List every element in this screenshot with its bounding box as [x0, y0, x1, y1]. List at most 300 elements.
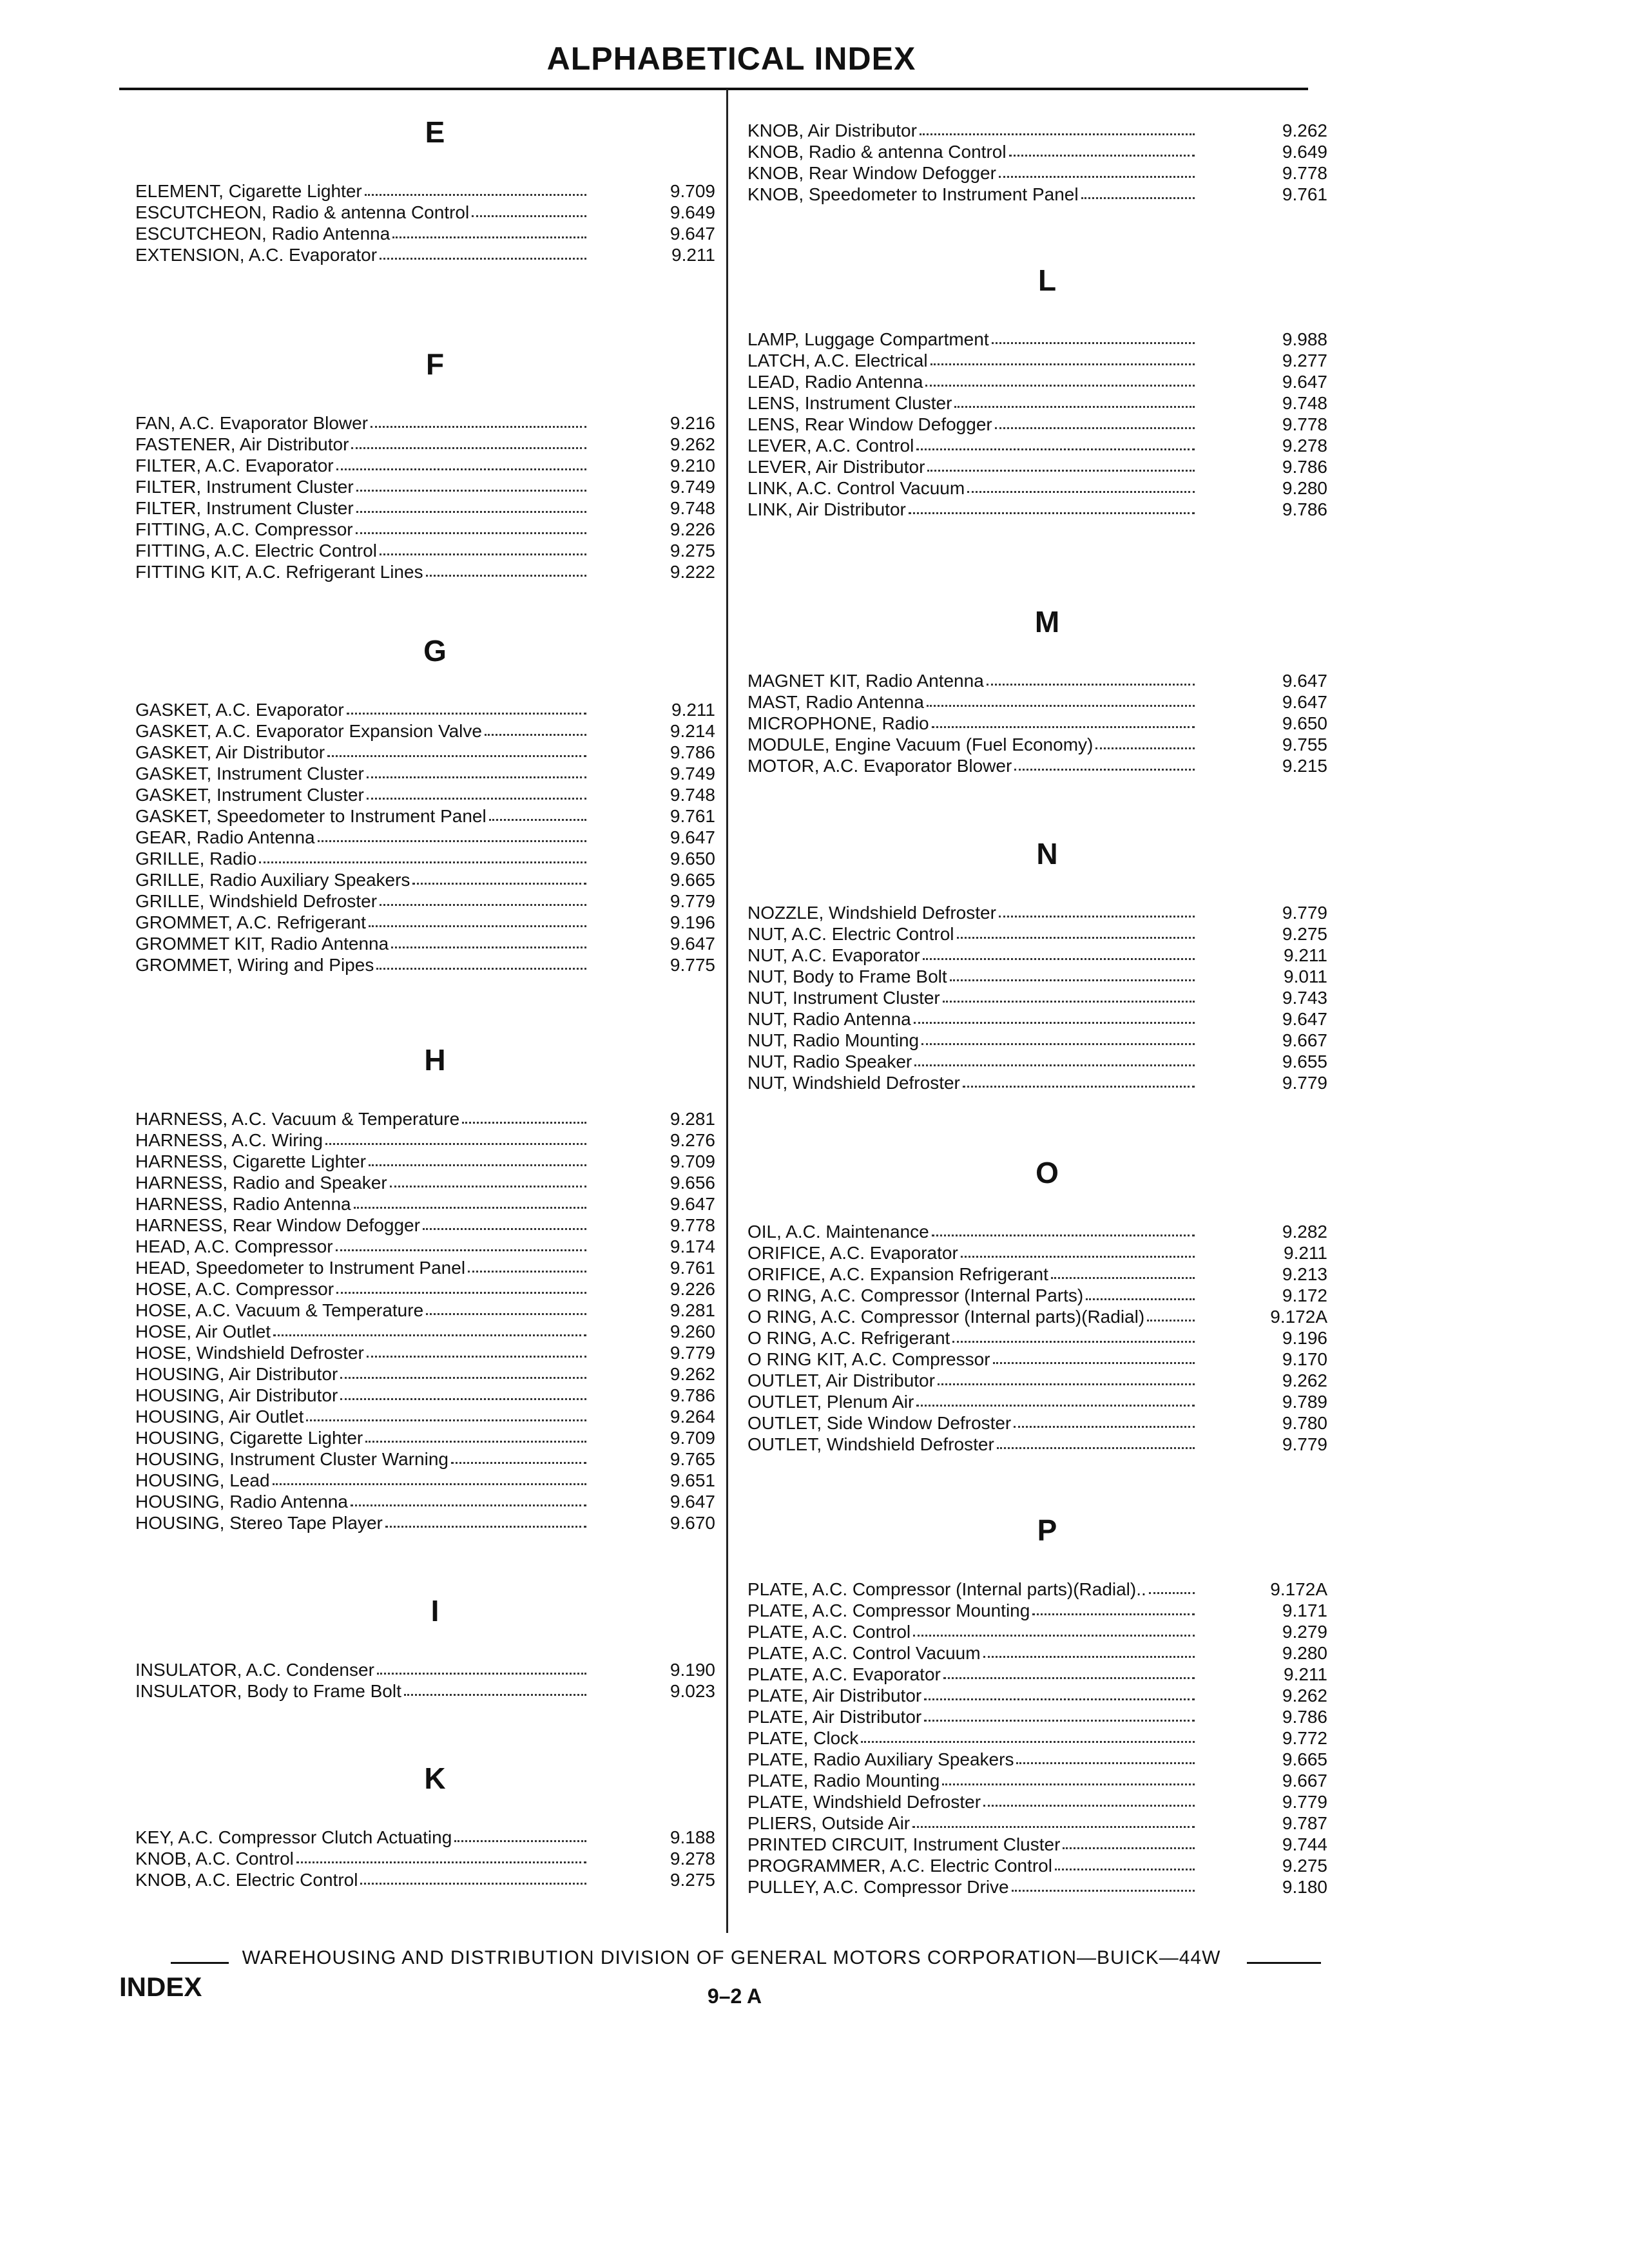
entry-name: O RING KIT, A.C. Compressor [747, 1349, 990, 1369]
leader-dots [993, 1362, 1195, 1364]
leader-dots [995, 427, 1195, 429]
entry-name: PLATE, Clock [747, 1728, 859, 1748]
section-letter: K [424, 1762, 446, 1795]
entry-name: INSULATOR, A.C. Condenser [135, 1660, 374, 1680]
entry-name: HEAD, A.C. Compressor [135, 1236, 333, 1256]
index-entry [747, 1391, 1327, 1412]
index-entry [747, 1370, 1327, 1391]
entry-page-code: 9.749 [670, 764, 715, 783]
entry-page-code: 9.988 [1282, 329, 1327, 349]
entry-page-code: 9.778 [670, 1215, 715, 1235]
leader-dots [943, 1677, 1195, 1679]
leader-dots [1081, 197, 1195, 199]
leader-dots [391, 947, 586, 948]
entry-page-code: 9.743 [1282, 988, 1327, 1008]
leader-dots [916, 1405, 1195, 1407]
entry-page-code: 9.778 [1282, 414, 1327, 434]
index-entry [747, 1264, 1327, 1285]
index-entry [747, 120, 1327, 141]
entry-name: LEVER, A.C. Control [747, 436, 914, 456]
leader-dots [472, 215, 586, 217]
entry-page-code: 9.665 [670, 870, 715, 890]
entry-name: GASKET, A.C. Evaporator [135, 700, 344, 720]
leader-dots [925, 385, 1195, 387]
entry-page-code: 9.665 [1282, 1749, 1327, 1769]
entry-name: KNOB, Radio & antenna Control [747, 142, 1007, 162]
entry-page-code: 9.647 [670, 827, 715, 847]
entry-name: GEAR, Radio Antenna [135, 827, 315, 847]
index-entry [135, 434, 715, 455]
leader-dots [1009, 155, 1195, 157]
section-letter: F [425, 347, 445, 381]
leader-dots [1063, 1847, 1195, 1849]
entry-name: LAMP, Luggage Compartment [747, 329, 989, 349]
entry-name: NUT, Radio Antenna [747, 1009, 911, 1029]
leader-dots [273, 1483, 586, 1485]
index-entry [135, 497, 715, 519]
leader-dots [961, 1256, 1195, 1258]
index-entry [747, 1306, 1327, 1327]
entry-page-code: 9.779 [670, 1343, 715, 1363]
page-title: ALPHABETICAL INDEX [546, 41, 916, 77]
entry-page-code: 9.786 [1282, 499, 1327, 519]
leader-dots [921, 1043, 1195, 1045]
entry-name: PLATE, A.C. Compressor (Internal parts)(Radial).. [747, 1579, 1146, 1599]
leader-dots [468, 1271, 586, 1273]
entry-name: FILTER, Instrument Cluster [135, 477, 354, 497]
entry-page-code: 9.211 [1284, 1664, 1327, 1684]
index-entry [135, 1470, 715, 1491]
leader-dots [377, 1673, 586, 1675]
index-entry [747, 902, 1327, 923]
entry-page-code: 9.280 [1282, 478, 1327, 498]
index-entry [747, 734, 1327, 755]
entry-name: ORIFICE, A.C. Evaporator [747, 1243, 958, 1263]
entry-page-code: 9.226 [670, 1279, 715, 1299]
leader-dots [336, 1292, 586, 1294]
index-entry [747, 1749, 1327, 1770]
leader-dots [273, 1334, 586, 1336]
entry-page-code: 9.761 [670, 1258, 715, 1278]
entry-name: FITTING, A.C. Electric Control [135, 541, 377, 561]
leader-dots [259, 861, 586, 863]
leader-dots [325, 1143, 586, 1145]
entry-name: KNOB, Air Distributor [747, 120, 917, 140]
index-entry [135, 1300, 715, 1321]
index-entry [135, 1448, 715, 1470]
index-entry [135, 1385, 715, 1406]
leader-dots [327, 755, 586, 757]
index-entry [135, 1342, 715, 1363]
index-entry [135, 1321, 715, 1342]
leader-dots [1051, 1277, 1195, 1279]
entry-page-code: 9.211 [671, 245, 715, 265]
leader-dots [1055, 1869, 1195, 1870]
entry-page-code: 9.779 [670, 891, 715, 911]
footer-rule-right [1247, 1962, 1321, 1964]
entry-page-code: 9.278 [670, 1849, 715, 1869]
entry-name: OIL, A.C. Maintenance [747, 1222, 929, 1242]
index-entry [135, 412, 715, 434]
index-entry [747, 1579, 1327, 1600]
leader-dots [954, 406, 1195, 408]
entry-name: GROMMET, Wiring and Pipes [135, 955, 374, 975]
entry-page-code: 9.278 [1282, 436, 1327, 456]
entry-page-code: 9.211 [1284, 945, 1327, 965]
entry-page-code: 9.786 [1282, 457, 1327, 477]
footer-division-text: WAREHOUSING AND DISTRIBUTION DIVISION OF GENERAL MOTORS CORPORATION—BUICK—44W [242, 1947, 1221, 1968]
entry-page-code: 9.275 [1282, 924, 1327, 944]
index-entry [135, 476, 715, 497]
index-entry [135, 805, 715, 827]
entry-name: ORIFICE, A.C. Expansion Refrigerant [747, 1264, 1048, 1284]
leader-dots [454, 1840, 586, 1842]
leader-dots [318, 840, 586, 842]
entry-page-code: 9.761 [1282, 184, 1327, 204]
index-entry [747, 1412, 1327, 1434]
index-entry [747, 1834, 1327, 1855]
entry-page-code: 9.765 [670, 1449, 715, 1469]
index-entry [747, 755, 1327, 776]
entry-page-code: 9.779 [1282, 1073, 1327, 1093]
index-entry [747, 1285, 1327, 1306]
index-entry [135, 180, 715, 202]
entry-page-code: 9.761 [670, 806, 715, 826]
leader-dots [943, 1001, 1195, 1003]
entry-page-code: 9.709 [670, 1151, 715, 1171]
leader-dots [485, 734, 586, 736]
leader-dots [296, 1861, 586, 1863]
index-entry [747, 713, 1327, 734]
index-entry [747, 945, 1327, 966]
entry-page-code: 9.787 [1282, 1813, 1327, 1833]
entry-name: KNOB, Speedometer to Instrument Panel [747, 184, 1079, 204]
entry-name: HARNESS, Radio and Speaker [135, 1173, 387, 1193]
entry-page-code: 9.778 [1282, 163, 1327, 183]
index-entry [747, 1051, 1327, 1072]
leader-dots [932, 726, 1195, 728]
entry-name: GROMMET KIT, Radio Antenna [135, 934, 389, 954]
entry-name: HARNESS, A.C. Vacuum & Temperature [135, 1109, 460, 1129]
entry-page-code: 9.709 [670, 1428, 715, 1448]
entry-name: HOUSING, Lead [135, 1470, 270, 1490]
leader-dots [950, 979, 1195, 981]
index-entry [747, 1008, 1327, 1030]
entry-page-code: 9.280 [1282, 1643, 1327, 1663]
entry-name: LATCH, A.C. Electrical [747, 351, 928, 370]
entry-name: HOUSING, Radio Antenna [135, 1492, 348, 1512]
entry-page-code: 9.647 [1282, 692, 1327, 712]
entry-name: GASKET, Instrument Cluster [135, 764, 364, 783]
index-entry [747, 1706, 1327, 1727]
column-divider [726, 89, 728, 1933]
entry-name: PULLEY, A.C. Compressor Drive [747, 1877, 1009, 1897]
index-entry [135, 561, 715, 582]
leader-dots [967, 491, 1195, 493]
entry-name: KNOB, Rear Window Defogger [747, 163, 996, 183]
leader-dots [938, 1383, 1195, 1385]
leader-dots [380, 904, 586, 906]
entry-name: OUTLET, Windshield Defroster [747, 1434, 994, 1454]
index-entry [135, 223, 715, 244]
entry-page-code: 9.172A [1270, 1579, 1327, 1599]
index-entry [747, 1876, 1327, 1898]
index-entry [135, 1848, 715, 1869]
leader-dots [861, 1741, 1195, 1743]
entry-page-code: 9.172 [1282, 1285, 1327, 1305]
leader-dots [1095, 747, 1195, 749]
entry-page-code: 9.670 [670, 1513, 715, 1533]
entry-page-code: 9.214 [670, 721, 715, 741]
entry-page-code: 9.649 [670, 202, 715, 222]
entry-name: MODULE, Engine Vacuum (Fuel Economy) [747, 735, 1094, 754]
index-entry [747, 1685, 1327, 1706]
section-letter: G [423, 634, 447, 668]
entry-name: INSULATOR, Body to Frame Bolt [135, 1681, 401, 1701]
entry-name: HOUSING, Stereo Tape Player [135, 1513, 383, 1533]
leader-dots [367, 798, 586, 800]
entry-page-code: 9.786 [670, 1385, 715, 1405]
left-section-f [135, 341, 715, 582]
entry-name: ESCUTCHEON, Radio Antenna [135, 224, 390, 244]
entry-page-code: 9.211 [1284, 1243, 1327, 1263]
leader-dots [356, 511, 586, 513]
entry-name: PROGRAMMER, A.C. Electric Control [747, 1856, 1052, 1876]
index-entry [747, 435, 1327, 456]
entry-name: PLATE, A.C. Control Vacuum [747, 1643, 981, 1663]
entry-page-code: 9.262 [1282, 1686, 1327, 1706]
right-section-cont [747, 120, 1327, 205]
entry-page-code: 9.215 [1282, 756, 1327, 776]
index-entry [135, 869, 715, 890]
entry-page-code: 9.222 [670, 562, 715, 582]
leader-dots [992, 342, 1195, 344]
leader-dots [1014, 769, 1195, 771]
leader-dots [1086, 1298, 1195, 1300]
index-entry [135, 202, 715, 223]
entry-page-code: 9.656 [670, 1173, 715, 1193]
index-entry [135, 1215, 715, 1236]
index-entry [135, 827, 715, 848]
leader-dots [351, 447, 586, 449]
entry-page-code: 9.647 [1282, 671, 1327, 691]
entry-page-code: 9.748 [670, 785, 715, 805]
section-letter: O [1036, 1156, 1059, 1189]
entry-page-code: 9.749 [670, 477, 715, 497]
entry-page-code: 9.786 [1282, 1707, 1327, 1727]
leader-dots [909, 512, 1195, 514]
leader-dots [426, 1313, 586, 1315]
leader-dots [376, 968, 586, 970]
entry-name: ELEMENT, Cigarette Lighter [135, 181, 362, 201]
leader-dots [336, 1249, 586, 1251]
right-section-l [747, 258, 1327, 520]
leader-dots [927, 470, 1195, 472]
entry-page-code: 9.789 [1282, 1392, 1327, 1412]
left-section-g [135, 628, 715, 975]
leader-dots [914, 1064, 1195, 1066]
leader-dots [924, 1698, 1195, 1700]
index-entry [747, 1727, 1327, 1749]
entry-page-code: 9.786 [670, 742, 715, 762]
entry-name: PLATE, A.C. Control [747, 1622, 911, 1642]
index-entry [135, 1172, 715, 1193]
leader-dots [369, 1164, 586, 1166]
left-section-k [135, 1756, 715, 1890]
entry-name: PRINTED CIRCUIT, Instrument Cluster [747, 1834, 1061, 1854]
leader-dots [1014, 1426, 1195, 1428]
entry-name: OUTLET, Side Window Defroster [747, 1413, 1012, 1433]
entry-name: GROMMET, A.C. Refrigerant [135, 912, 366, 932]
leader-dots [462, 1122, 586, 1124]
entry-name: PLATE, A.C. Compressor Mounting [747, 1600, 1030, 1620]
entry-page-code: 9.772 [1282, 1728, 1327, 1748]
index-entry [135, 784, 715, 805]
entry-name: PLATE, Radio Mounting [747, 1771, 940, 1791]
left-section-e [135, 110, 715, 265]
entry-name: LEVER, Air Distributor [747, 457, 925, 477]
leader-dots [924, 1720, 1195, 1722]
leader-dots [942, 1783, 1195, 1785]
right-section-p [747, 1508, 1327, 1898]
index-entry [135, 1680, 715, 1702]
entry-name: NUT, Body to Frame Bolt [747, 966, 947, 986]
index-entry [135, 1108, 715, 1129]
leader-dots [306, 1419, 586, 1421]
index-entry [135, 1151, 715, 1172]
index-entry [747, 1621, 1327, 1642]
right-section-n [747, 831, 1327, 1093]
leader-dots [952, 1341, 1195, 1343]
entry-page-code: 9.647 [1282, 372, 1327, 392]
entry-name: GRILLE, Windshield Defroster [135, 891, 378, 911]
leader-dots [354, 1207, 586, 1209]
entry-page-code: 9.262 [1282, 120, 1327, 140]
entry-page-code: 9.647 [670, 1194, 715, 1214]
entry-page-code: 9.650 [670, 849, 715, 869]
entry-name: GRILLE, Radio [135, 849, 257, 869]
entry-name: NUT, Windshield Defroster [747, 1073, 960, 1093]
entry-page-code: 9.171 [1282, 1600, 1327, 1620]
index-entry [135, 1491, 715, 1512]
index-entry [747, 1434, 1327, 1455]
entry-page-code: 9.196 [670, 912, 715, 932]
entry-page-code: 9.647 [1282, 1009, 1327, 1029]
entry-page-code: 9.647 [670, 224, 715, 244]
leader-dots [927, 705, 1195, 707]
entry-name: FITTING, A.C. Compressor [135, 519, 353, 539]
leader-dots [1149, 1592, 1195, 1594]
leader-dots [347, 713, 586, 715]
entry-name: GASKET, Instrument Cluster [135, 785, 364, 805]
leader-dots [999, 176, 1195, 178]
index-entry [747, 1221, 1327, 1242]
index-entry [135, 890, 715, 912]
entry-page-code: 9.174 [670, 1236, 715, 1256]
leader-dots [930, 363, 1195, 365]
leader-dots [356, 490, 586, 492]
leader-dots [916, 448, 1195, 450]
entry-name: OUTLET, Air Distributor [747, 1370, 935, 1390]
leader-dots [369, 925, 586, 927]
entry-name: LINK, A.C. Control Vacuum [747, 478, 965, 498]
entry-page-code: 9.011 [1284, 966, 1327, 986]
entry-page-code: 9.755 [1282, 735, 1327, 754]
index-entry [747, 1327, 1327, 1349]
leader-dots [963, 1086, 1195, 1088]
entry-page-code: 9.275 [670, 1870, 715, 1890]
section-letter: P [1037, 1514, 1057, 1547]
section-letter: L [1037, 264, 1057, 297]
index-entry [747, 184, 1327, 205]
entry-page-code: 9.262 [1282, 1370, 1327, 1390]
leader-dots [489, 819, 586, 821]
entry-name: HOUSING, Air Distributor [135, 1385, 338, 1405]
leader-dots [1012, 1890, 1195, 1892]
entry-page-code: 9.262 [670, 434, 715, 454]
entry-name: KNOB, A.C. Control [135, 1849, 294, 1869]
entry-name: NOZZLE, Windshield Defroster [747, 903, 996, 923]
leader-dots [385, 1526, 586, 1528]
index-entry [747, 329, 1327, 350]
entry-page-code: 9.196 [1282, 1328, 1327, 1348]
entry-name: FILTER, A.C. Evaporator [135, 456, 334, 476]
entry-name: EXTENSION, A.C. Evaporator [135, 245, 378, 265]
entry-name: NUT, A.C. Evaporator [747, 945, 920, 965]
index-entry [135, 1257, 715, 1278]
index-entry [135, 763, 715, 784]
entry-page-code: 9.282 [1282, 1222, 1327, 1242]
index-entry [747, 987, 1327, 1008]
index-entry [747, 141, 1327, 162]
entry-page-code: 9.180 [1282, 1877, 1327, 1897]
index-entry [747, 1855, 1327, 1876]
entry-page-code: 9.709 [670, 181, 715, 201]
entry-page-code: 9.213 [1282, 1264, 1327, 1284]
index-entry [747, 691, 1327, 713]
leader-dots [997, 1447, 1195, 1449]
leader-dots [999, 916, 1195, 918]
leader-dots [412, 883, 586, 885]
index-entry [135, 244, 715, 265]
entry-page-code: 9.651 [670, 1470, 715, 1490]
entry-page-code: 9.667 [1282, 1030, 1327, 1050]
leader-dots [912, 1826, 1195, 1828]
index-entry [135, 1827, 715, 1848]
section-letter: H [424, 1043, 446, 1077]
entry-page-code: 9.779 [1282, 1434, 1327, 1454]
section-letter: N [1036, 837, 1058, 870]
entry-page-code: 9.779 [1282, 1792, 1327, 1812]
entry-page-code: 9.279 [1282, 1622, 1327, 1642]
index-entry [135, 933, 715, 954]
entry-page-code: 9.172A [1270, 1307, 1327, 1327]
leader-dots [367, 776, 586, 778]
entry-name: HOSE, Windshield Defroster [135, 1343, 364, 1363]
index-entry [747, 371, 1327, 392]
entry-name: HOSE, Air Outlet [135, 1321, 271, 1341]
entry-name: O RING, A.C. Compressor (Internal parts)(Radial) [747, 1307, 1145, 1327]
entry-name: MAGNET KIT, Radio Antenna [747, 671, 984, 691]
index-entry [747, 456, 1327, 477]
index-entry [747, 1242, 1327, 1264]
leader-dots [913, 1635, 1195, 1637]
entry-name: LENS, Instrument Cluster [747, 393, 952, 413]
index-entry [135, 1406, 715, 1427]
index-entry [747, 414, 1327, 435]
entry-name: PLATE, Windshield Defroster [747, 1792, 981, 1812]
entry-name: HOUSING, Air Outlet [135, 1407, 304, 1427]
